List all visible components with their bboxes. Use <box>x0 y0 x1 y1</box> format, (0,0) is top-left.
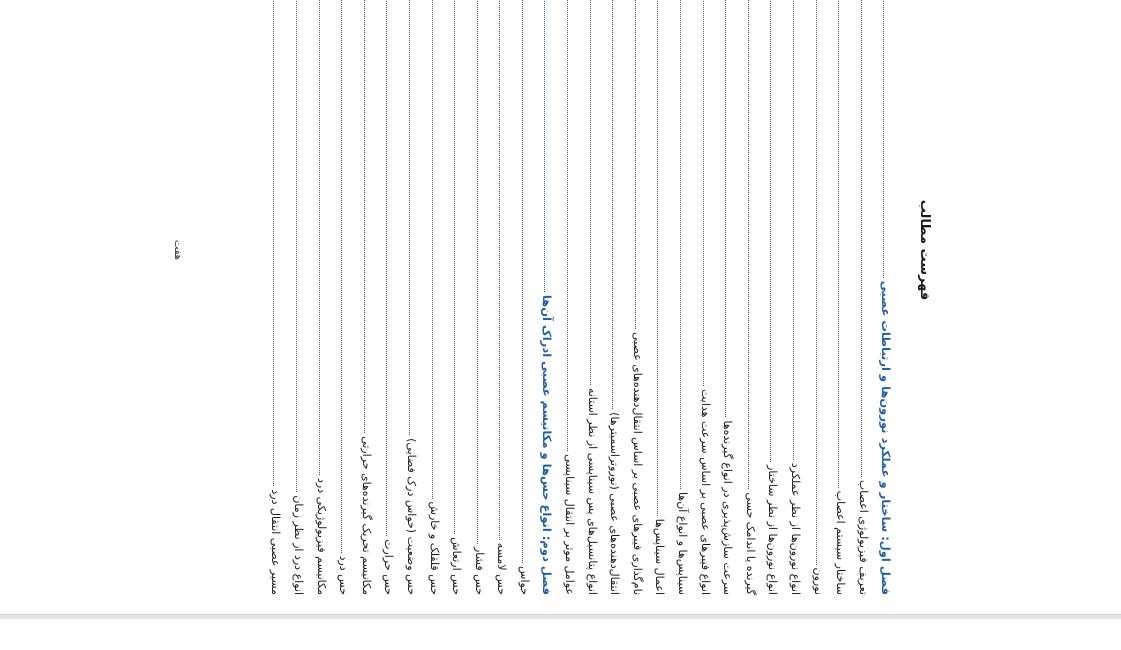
toc-page <box>172 0 932 650</box>
toc-entry-title: سیناپس‌ها و انواع آن‌ها <box>676 492 690 595</box>
toc-dot-leader <box>364 0 366 433</box>
toc-dot-leader <box>703 0 705 386</box>
toc-entry-title: عوامل موثر بر انتقال سیناپسی <box>563 454 577 595</box>
toc-entry[interactable] <box>360 0 383 595</box>
toc-dot-leader <box>432 0 434 499</box>
toc-entry[interactable] <box>766 0 789 595</box>
toc-dot-leader <box>861 0 863 477</box>
toc-entry-title: ساختار سیستم اعصاب <box>834 490 848 595</box>
toc-entry[interactable] <box>676 0 699 595</box>
toc-entry-title: حس ارتعاش <box>450 537 464 595</box>
toc-entry-title: تعریف فیزیولوژی اعصاب <box>856 479 870 595</box>
toc-dot-leader <box>454 0 456 534</box>
toc-entry[interactable] <box>473 0 496 595</box>
toc-entry[interactable] <box>315 0 338 595</box>
toc-dot-leader <box>477 0 479 544</box>
toc-entry[interactable] <box>563 0 586 595</box>
toc-entry-title: سرعت سازش‌پذیری در انواع گیرنده‌ها <box>721 420 735 595</box>
toc-entry[interactable] <box>337 0 360 595</box>
toc-entry-title: مکانیسم فیزیولوژیکی درد <box>314 478 328 595</box>
toc-dot-leader <box>635 0 637 329</box>
toc-dot-leader <box>680 0 682 489</box>
toc-entry-title: انواع فیبرهای عصبی بر اساس سرعت هدایت <box>698 388 712 595</box>
toc-entry[interactable] <box>721 0 744 595</box>
toc-dot-leader <box>883 0 885 278</box>
toc-entry[interactable] <box>653 0 676 595</box>
toc-entry-title: انواع درد از نظر زمان <box>291 495 305 595</box>
toc-entry-title: حس حرارت <box>382 539 396 595</box>
toc-dot-leader <box>319 0 321 475</box>
toc-entry-title: نورون <box>811 567 825 595</box>
toc-dot-leader <box>657 0 659 516</box>
toc-entry-title: نام‌گذاری فیبرهای عصبی بر اساس انتقال‌دهنده‌های عصبی <box>630 332 644 595</box>
toc-entry-title: حس فشار <box>472 546 486 595</box>
toc-dot-leader <box>386 0 388 536</box>
page-number: هفت <box>172 239 183 261</box>
toc-entry-title: فصل اول: ساختار و عملکرد نورون‌ها و ارتباطات عصبی <box>879 280 894 595</box>
toc-entry[interactable] <box>269 0 292 595</box>
toc-entry[interactable] <box>834 0 857 595</box>
toc-dot-leader <box>590 0 592 385</box>
toc-entry-title: انواع نورون‌ها از نظر ساختار <box>766 465 780 595</box>
toc-entry-title: حس قلقلک و خارش <box>427 501 441 595</box>
toc-dot-leader <box>770 0 772 462</box>
toc-entry[interactable] <box>857 0 880 595</box>
toc-entry[interactable] <box>292 0 315 595</box>
toc-title: فهرست مطالب <box>917 199 932 301</box>
toc-entry[interactable] <box>382 0 405 595</box>
toc-entry[interactable] <box>495 0 518 595</box>
toc-entry-title: گیرنده یا اندامک حسی <box>743 492 757 595</box>
toc-entry-title: انواع پتانسیل‌های پس سیناپسی از نظر استانه <box>585 387 599 595</box>
toc-dot-leader <box>273 0 275 486</box>
toc-dot-leader <box>499 0 501 540</box>
toc-entry[interactable] <box>518 0 541 595</box>
toc-dot-leader <box>612 0 614 409</box>
toc-entry[interactable] <box>586 0 609 595</box>
toc-dot-leader <box>816 0 818 565</box>
toc-entry[interactable] <box>812 0 835 595</box>
toc-dot-leader <box>748 0 750 489</box>
toc-entry-title: انتقال‌دهنده‌های عصبی (نوروتراسمیترها) <box>608 412 622 595</box>
toc-dot-leader <box>725 0 727 417</box>
toc-entry[interactable] <box>428 0 451 595</box>
toc-entry-title: حواس <box>517 566 531 595</box>
toc-dot-leader <box>567 0 569 451</box>
toc-dot-leader <box>409 0 411 435</box>
toc-entry-title: حس درد <box>337 555 351 595</box>
toc-entry[interactable] <box>608 0 631 595</box>
toc-dot-leader <box>838 0 840 488</box>
toc-dot-leader <box>341 0 343 553</box>
toc-dot-leader <box>522 0 524 563</box>
toc-chapter-entry[interactable] <box>541 0 564 595</box>
toc-entry[interactable] <box>631 0 654 595</box>
toc-entry[interactable] <box>405 0 428 595</box>
toc-dot-leader <box>545 0 547 292</box>
toc-entry-title: اعمال سیناپس‌ها <box>653 518 667 595</box>
toc-entry-title: فصل دوم: انواع حس‌ها و مکانیسم عصبی ادراک آن‌ها <box>540 294 555 595</box>
toc-list <box>269 0 902 595</box>
toc-entry-title: مسیر عصبی انتقال درد <box>269 489 283 595</box>
toc-entry-title: حس وضعیت (حواس درک فضایی) <box>404 438 418 595</box>
toc-entry-title: مکانیسم تحریک گیرنده‌های حرارتی <box>359 436 373 595</box>
toc-entry[interactable] <box>789 0 812 595</box>
toc-entry[interactable] <box>744 0 767 595</box>
viewer-bottom-border <box>0 614 1121 619</box>
toc-dot-leader <box>793 0 795 460</box>
toc-entry[interactable] <box>699 0 722 595</box>
toc-dot-leader <box>296 0 298 492</box>
toc-chapter-entry[interactable] <box>879 0 902 595</box>
toc-entry-title: حس لامسه <box>495 542 509 595</box>
toc-entry[interactable] <box>450 0 473 595</box>
toc-entry-title: انواع نورون‌ها از نظر عملکرد <box>789 462 803 595</box>
